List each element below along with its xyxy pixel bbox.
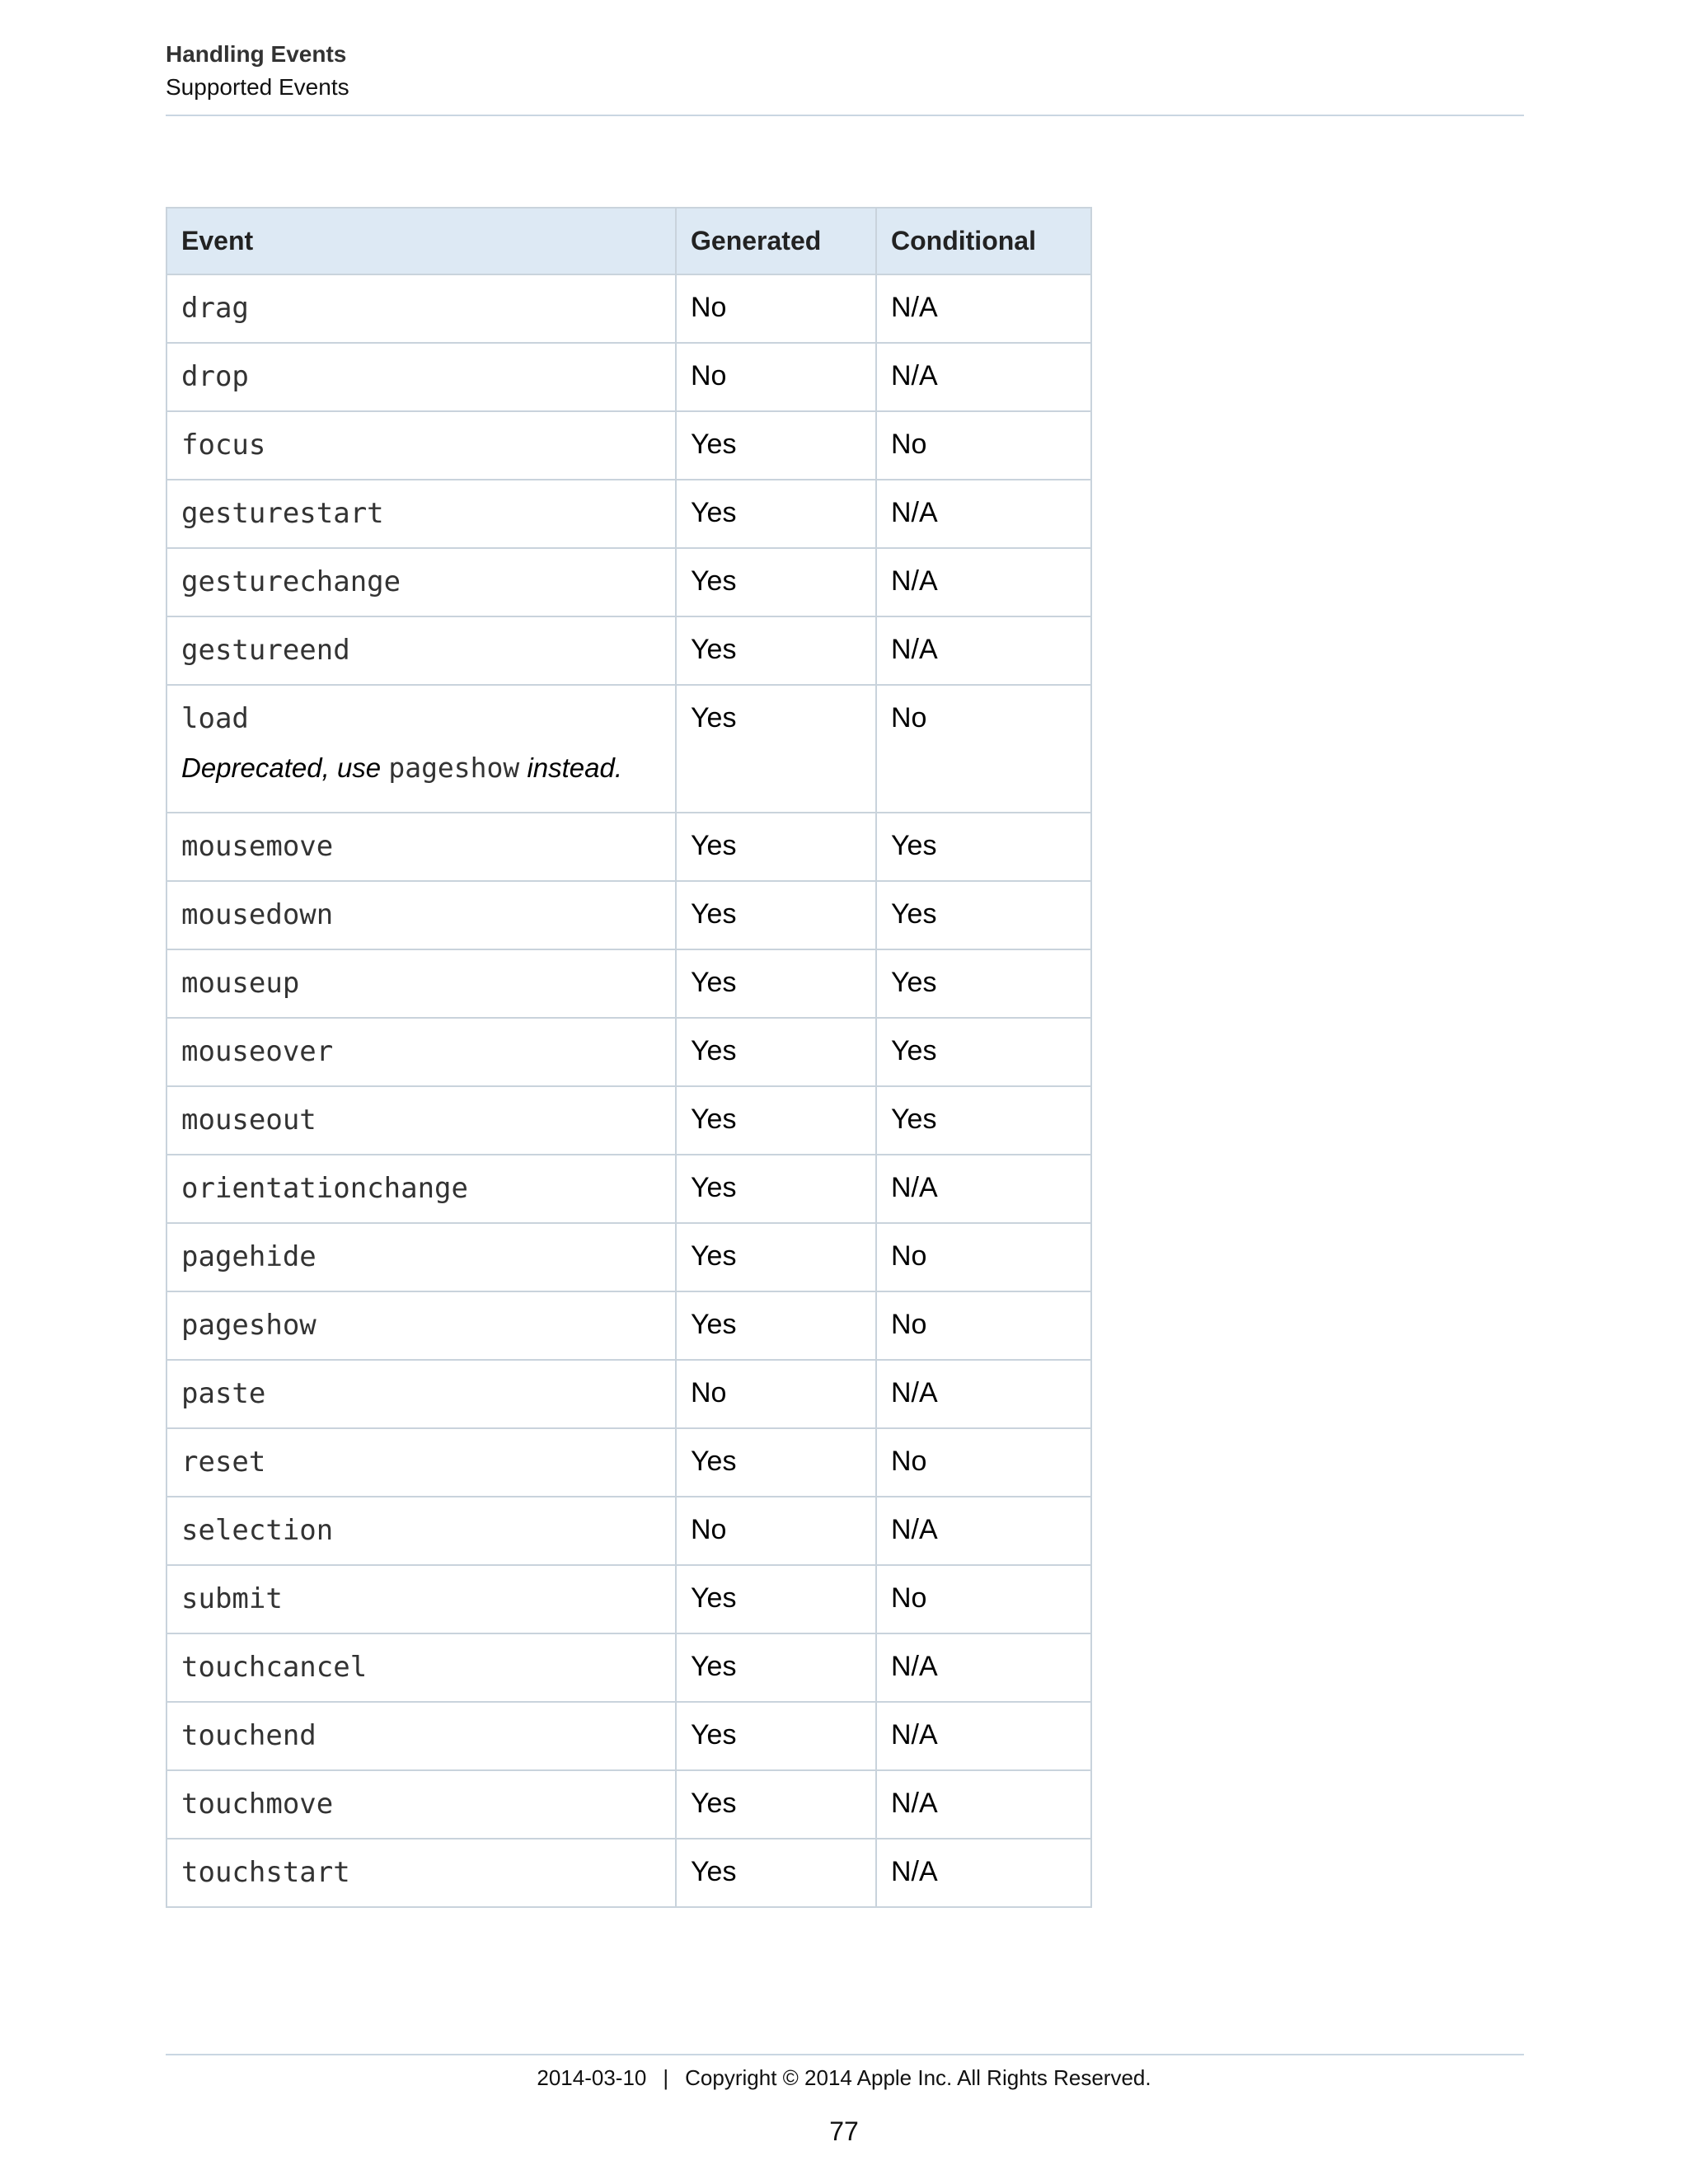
note-text-post: instead.: [519, 752, 623, 783]
event-cell: [166, 1497, 676, 1565]
chapter-title: Handling Events: [166, 41, 347, 67]
event-cell: [166, 1018, 676, 1086]
conditional-cell: No: [876, 411, 1091, 480]
event-name: touchend: [181, 1719, 316, 1752]
table-row: [166, 1223, 1091, 1291]
event-name: drag: [181, 292, 249, 325]
generated-cell: Yes: [676, 1633, 876, 1702]
event-cell: [166, 1428, 676, 1497]
generated-cell: Yes: [676, 1839, 876, 1907]
event-cell: [166, 1291, 676, 1360]
event-name: gestureend: [181, 634, 350, 667]
generated-cell: No: [676, 274, 876, 343]
event-name: mousemove: [181, 830, 334, 863]
generated-cell: Yes: [676, 881, 876, 949]
event-cell: [166, 1633, 676, 1702]
deprecation-note: [181, 752, 661, 784]
footer-separator: |: [663, 2065, 669, 2090]
event-cell: [166, 1223, 676, 1291]
event-cell: [166, 1155, 676, 1223]
conditional-cell: Yes: [876, 949, 1091, 1018]
table-header-row: [166, 208, 1091, 274]
event-cell: [166, 1770, 676, 1839]
footer-date: 2014-03-10: [537, 2065, 647, 2090]
event-name: touchcancel: [181, 1651, 368, 1684]
conditional-cell: Yes: [876, 1086, 1091, 1155]
conditional-cell: No: [876, 685, 1091, 813]
conditional-cell: N/A: [876, 616, 1091, 685]
footer-divider: [166, 2054, 1524, 2055]
footer-copyright: Copyright © 2014 Apple Inc. All Rights Reserved.: [685, 2065, 1151, 2090]
table-row: [166, 1565, 1091, 1633]
note-text-pre: Deprecated, use: [181, 752, 389, 783]
section-title: Supported Events: [166, 74, 349, 100]
conditional-cell: N/A: [876, 1155, 1091, 1223]
generated-cell: No: [676, 343, 876, 411]
column-header-generated: Generated: [676, 208, 876, 274]
table-row: [166, 1839, 1091, 1907]
generated-cell: Yes: [676, 1155, 876, 1223]
table-row: [166, 1291, 1091, 1360]
table-row: [166, 274, 1091, 343]
page-header: [166, 38, 349, 104]
conditional-cell: No: [876, 1428, 1091, 1497]
event-name: gesturestart: [181, 497, 384, 530]
header-divider: [166, 115, 1524, 116]
generated-cell: Yes: [676, 411, 876, 480]
event-name: touchmove: [181, 1788, 334, 1821]
event-cell: [166, 548, 676, 616]
conditional-cell: No: [876, 1565, 1091, 1633]
event-name: mousedown: [181, 898, 334, 931]
generated-cell: Yes: [676, 1291, 876, 1360]
event-name: mouseout: [181, 1104, 316, 1137]
event-name: pagehide: [181, 1240, 316, 1273]
conditional-cell: N/A: [876, 1702, 1091, 1770]
table-row: [166, 411, 1091, 480]
event-cell: [166, 1702, 676, 1770]
table-row: [166, 616, 1091, 685]
event-cell: [166, 813, 676, 881]
event-name: reset: [181, 1446, 266, 1479]
conditional-cell: N/A: [876, 343, 1091, 411]
conditional-cell: Yes: [876, 1018, 1091, 1086]
table-row: [166, 881, 1091, 949]
generated-cell: Yes: [676, 1565, 876, 1633]
event-name: submit: [181, 1582, 283, 1615]
conditional-cell: N/A: [876, 1839, 1091, 1907]
conditional-cell: No: [876, 1223, 1091, 1291]
event-cell: [166, 274, 676, 343]
event-cell: [166, 685, 676, 813]
table-row: [166, 949, 1091, 1018]
conditional-cell: Yes: [876, 881, 1091, 949]
table-row: [166, 548, 1091, 616]
conditional-cell: N/A: [876, 1497, 1091, 1565]
table-row: [166, 685, 1091, 813]
table-row: [166, 1155, 1091, 1223]
generated-cell: Yes: [676, 1018, 876, 1086]
event-cell: [166, 1360, 676, 1428]
generated-cell: No: [676, 1497, 876, 1565]
generated-cell: Yes: [676, 480, 876, 548]
conditional-cell: N/A: [876, 1770, 1091, 1839]
conditional-cell: N/A: [876, 1633, 1091, 1702]
column-header-conditional: Conditional: [876, 208, 1091, 274]
generated-cell: Yes: [676, 1770, 876, 1839]
page-number: 77: [829, 2116, 859, 2146]
event-cell: [166, 1565, 676, 1633]
event-name: load: [181, 702, 249, 735]
event-name: selection: [181, 1514, 334, 1547]
generated-cell: No: [676, 1360, 876, 1428]
event-cell: [166, 1839, 676, 1907]
generated-cell: Yes: [676, 1428, 876, 1497]
event-name: mouseover: [181, 1035, 334, 1068]
conditional-cell: Yes: [876, 813, 1091, 881]
conditional-cell: N/A: [876, 548, 1091, 616]
event-cell: [166, 343, 676, 411]
table-row: [166, 480, 1091, 548]
conditional-cell: N/A: [876, 274, 1091, 343]
table-row: [166, 1428, 1091, 1497]
conditional-cell: No: [876, 1291, 1091, 1360]
event-cell: [166, 411, 676, 480]
table-row: [166, 1497, 1091, 1565]
conditional-cell: N/A: [876, 1360, 1091, 1428]
supported-events-table: [166, 207, 1092, 1908]
generated-cell: Yes: [676, 949, 876, 1018]
event-name: paste: [181, 1377, 266, 1410]
event-name: touchstart: [181, 1856, 350, 1889]
generated-cell: Yes: [676, 548, 876, 616]
note-code: pageshow: [388, 752, 520, 784]
event-cell: [166, 1086, 676, 1155]
table-row: [166, 1086, 1091, 1155]
table-row: [166, 1018, 1091, 1086]
conditional-cell: N/A: [876, 480, 1091, 548]
event-name: mouseup: [181, 967, 300, 1000]
generated-cell: Yes: [676, 616, 876, 685]
table-row: [166, 1770, 1091, 1839]
table-row: [166, 1702, 1091, 1770]
table-row: [166, 343, 1091, 411]
generated-cell: Yes: [676, 1223, 876, 1291]
event-cell: [166, 616, 676, 685]
table-row: [166, 813, 1091, 881]
page-footer: [0, 2065, 1688, 2091]
event-cell: [166, 480, 676, 548]
generated-cell: Yes: [676, 685, 876, 813]
event-name: pageshow: [181, 1309, 316, 1342]
event-cell: [166, 881, 676, 949]
table-row: [166, 1360, 1091, 1428]
table-row: [166, 1633, 1091, 1702]
event-name: drop: [181, 360, 249, 393]
column-header-event: Event: [166, 208, 676, 274]
event-name: orientationchange: [181, 1172, 468, 1205]
event-name: focus: [181, 429, 266, 462]
generated-cell: Yes: [676, 813, 876, 881]
generated-cell: Yes: [676, 1702, 876, 1770]
generated-cell: Yes: [676, 1086, 876, 1155]
event-cell: [166, 949, 676, 1018]
event-name: gesturechange: [181, 565, 401, 598]
